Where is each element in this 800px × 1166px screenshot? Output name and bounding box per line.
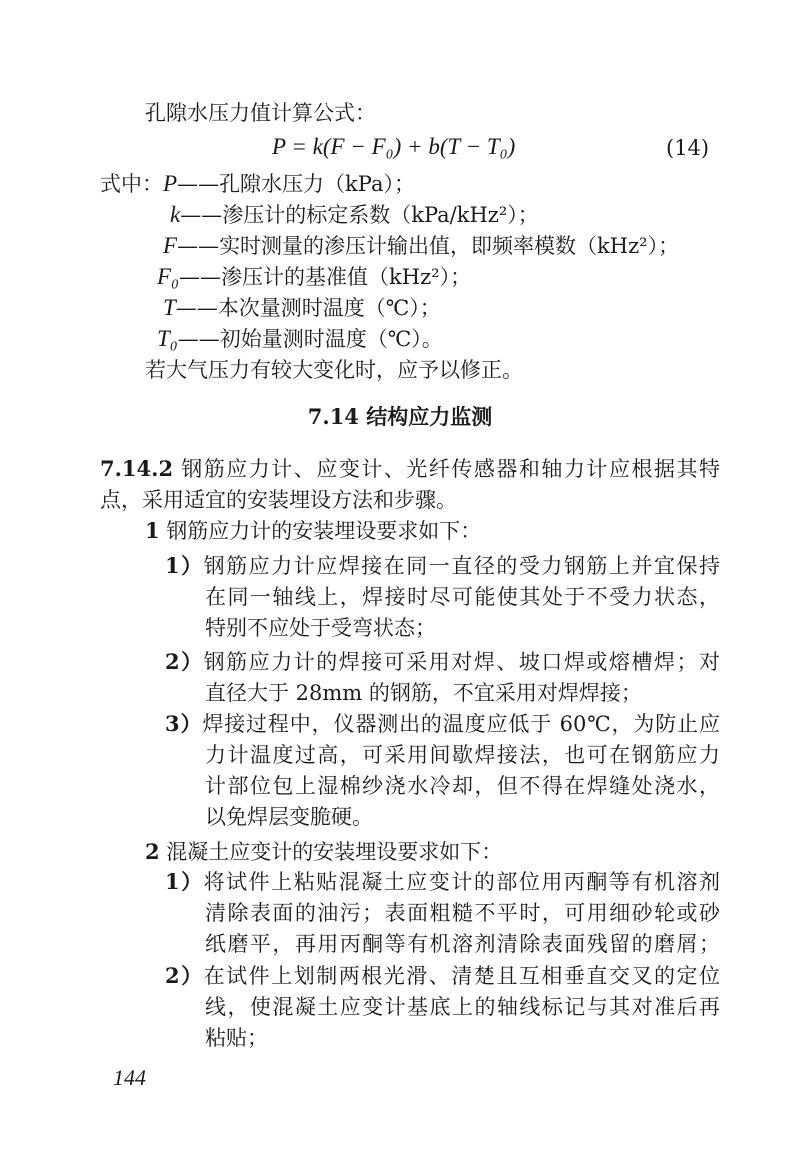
symbol: k: [170, 202, 181, 227]
symbol: F₀: [157, 264, 180, 289]
subitem-line: 直径大于 28mm 的钢筋，不宜采用对焊焊接；: [205, 681, 642, 705]
item-2: [145, 838, 502, 866]
note-text: 若大气压力有较大变化时，应予以修正。: [145, 358, 523, 382]
subitem-line: 粘贴；: [205, 1026, 268, 1050]
definition-text: ——初始量测时温度（℃）。: [177, 327, 443, 351]
page-number: 144: [113, 1065, 146, 1090]
subitem-2-1: [165, 868, 720, 896]
subitem-line: 以免焊层变脆硬。: [205, 805, 373, 829]
subitem-line: 特别不应处于受弯状态；: [205, 616, 436, 640]
subitem-line: 纸磨平，再用丙酮等有机溶剂清除表面残留的磨屑；: [205, 932, 720, 956]
definition-k: [170, 201, 539, 229]
subitem-1-1: [165, 552, 720, 580]
definition-f: [163, 232, 679, 260]
clause-number: 7.14.2: [100, 456, 174, 481]
subitem-text: 焊接过程中，仪器测出的温度应低于 60℃，为防止应: [202, 712, 720, 736]
subitem-text: 钢筋应力计应焊接在同一直径的受力钢筋上并宜保持: [203, 554, 720, 578]
symbol: T: [163, 295, 176, 320]
definition-text: ——渗压计的标定系数（kPa/kHz²）；: [180, 203, 539, 227]
subitem-2-2: [165, 962, 720, 990]
subitem-line: 在同一轴线上，焊接时尽可能使其处于不受力状态，: [205, 585, 720, 609]
subitem-1-2: [165, 648, 720, 676]
subitem-number: 2）: [165, 649, 204, 674]
subitem-text: 在试件上划制两根光滑、清楚且互相垂直交叉的定位: [203, 964, 720, 988]
subitem-line: 清除表面的油污；表面粗糙不平时，可用细砂轮或砂: [205, 901, 720, 925]
subitem-number: 2）: [165, 963, 204, 988]
definition-text: ——渗压计的基准值（kHz²）；: [179, 265, 472, 289]
clause-line-2: 点，采用适宜的安装埋设方法和步骤。: [100, 488, 457, 512]
definition-t: [163, 294, 441, 322]
intro-text: 孔隙水压力值计算公式：: [145, 101, 376, 125]
clause-line-1: [100, 455, 720, 483]
definition-f0: [157, 263, 471, 291]
definition-p: [100, 170, 415, 198]
definition-text: ——本次量测时温度（℃）；: [175, 296, 441, 320]
item-1: [145, 517, 481, 545]
definition-text: ——实时测量的渗压计输出值，即频率模数（kHz²）；: [177, 234, 680, 258]
where-prefix: 式中：: [100, 172, 163, 196]
formula-number: (14): [666, 136, 710, 160]
clause-text: 钢筋应力计、应变计、光纤传感器和轴力计应根据其特: [173, 457, 720, 481]
subitem-text: 将试件上粘贴混凝土应变计的部位用丙酮等有机溶剂: [203, 870, 720, 894]
symbol: T₀: [157, 326, 178, 351]
item-text: 混凝土应变计的安装埋设要求如下：: [159, 840, 503, 864]
symbol: P: [163, 171, 178, 196]
subitem-number: 1）: [165, 869, 204, 894]
definition-t0: [157, 325, 443, 353]
item-number: 1: [145, 518, 160, 543]
subitem-number: 1）: [165, 553, 204, 578]
subitem-line: 计部位包上湿棉纱浇水冷却，但不得在焊缝处浇水，: [205, 774, 720, 798]
subitem-number: 3）: [165, 711, 203, 736]
section-heading: 7.14 结构应力监测: [307, 404, 493, 429]
subitem-line: 力计温度过高，可采用间歇焊接法，也可在钢筋应力: [205, 743, 720, 767]
symbol: F: [163, 233, 178, 258]
subitem-1-3: [165, 710, 720, 738]
formula: P = k(F − F₀) + b(T − T₀): [272, 134, 516, 159]
item-number: 2: [145, 839, 160, 864]
subitem-text: 钢筋应力计的焊接可采用对焊、坡口焊或熔槽焊；对: [203, 650, 720, 674]
subitem-line: 线，使混凝土应变计基底上的轴线标记与其对准后再: [205, 995, 720, 1019]
item-text: 钢筋应力计的安装埋设要求如下：: [159, 519, 482, 543]
definition-text: ——孔隙水压力（kPa）；: [177, 172, 415, 196]
